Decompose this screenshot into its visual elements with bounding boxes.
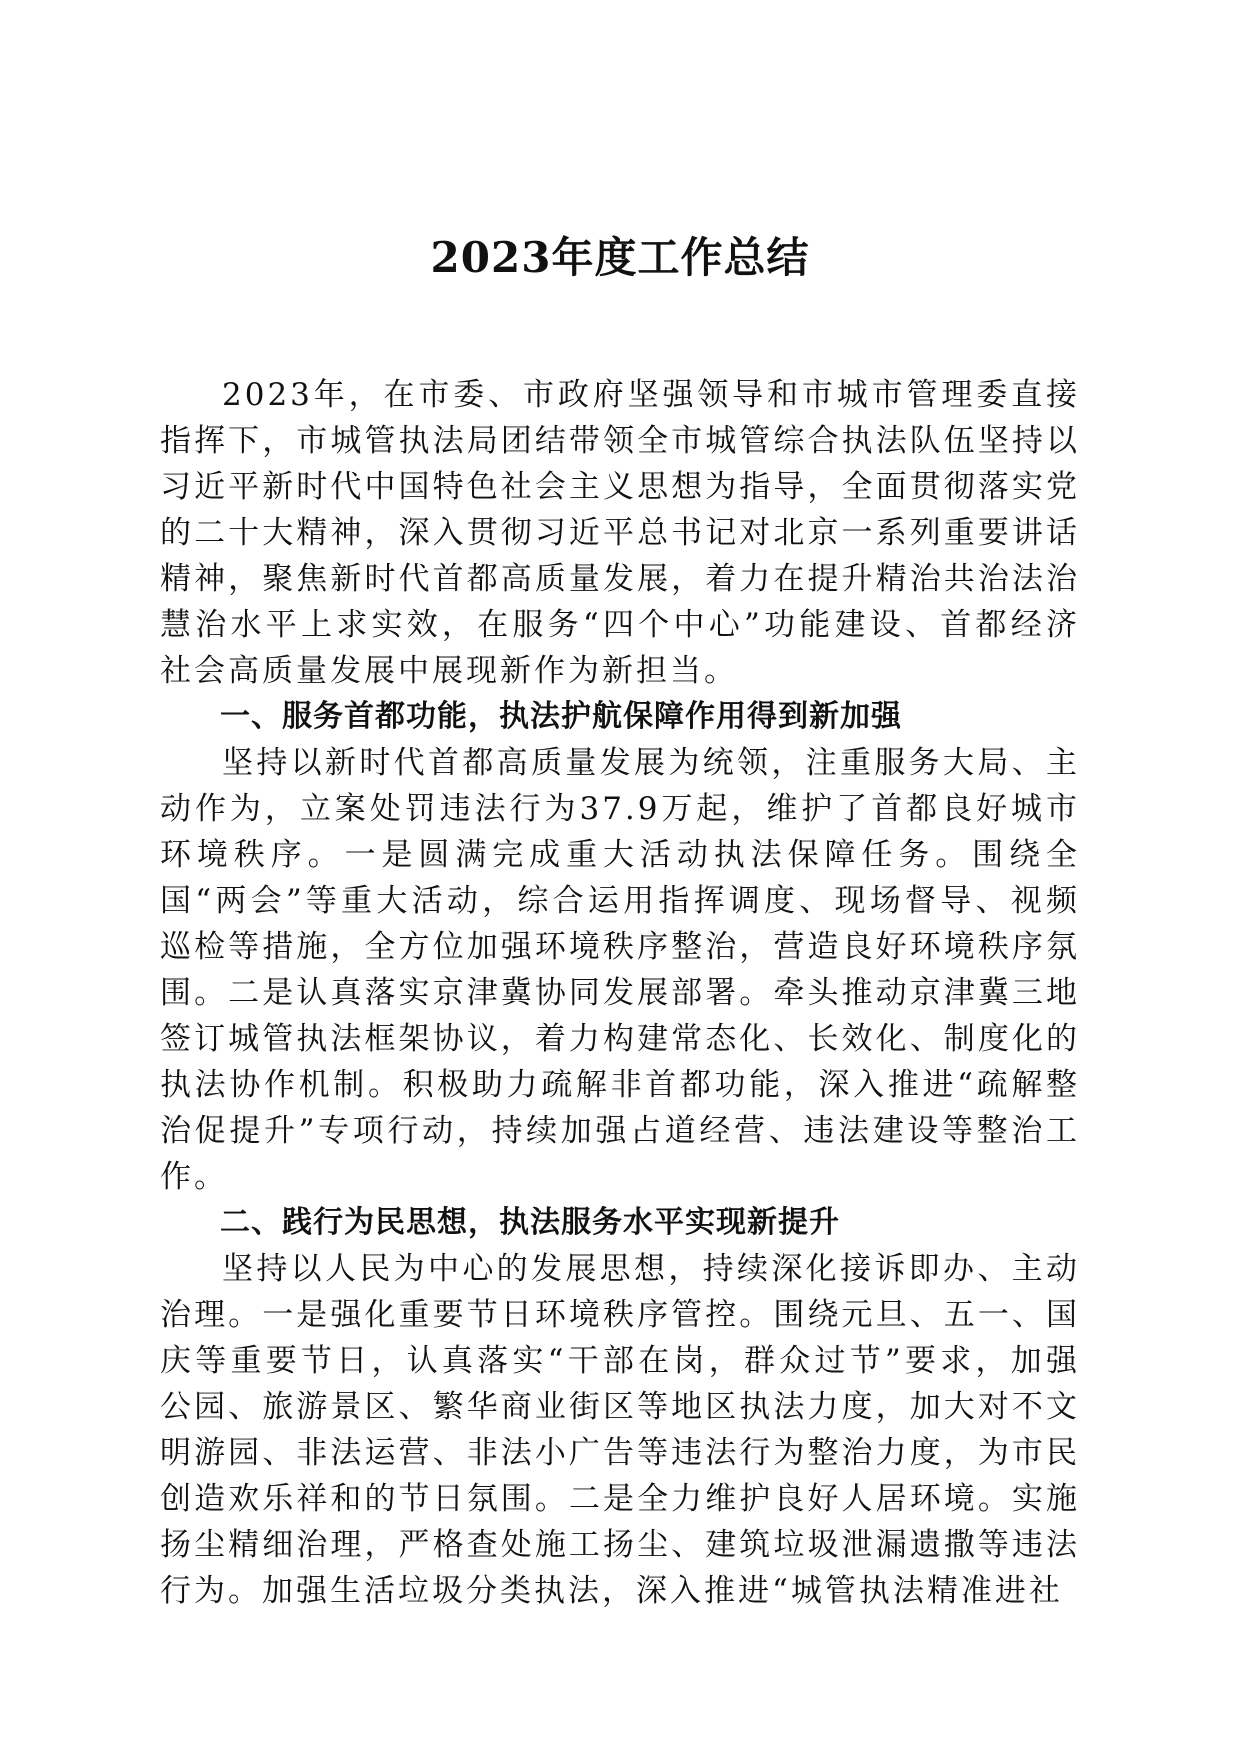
section-heading-1: 一、服务首都功能，执法护航保障作用得到新加强 xyxy=(220,699,902,734)
document-body xyxy=(160,372,1080,1614)
section-paragraph-2: 坚持以人民为中心的发展思想，持续深化接诉即办、主动治理。一是强化重要节日环境秩序管控。围绕元旦、五一、国庆等重要节日，认真落实“干部在岗，群众过节”要求，加强公园、旅游景区、繁华商业街区等地区执法力度，加大对不文明游园、非法运营、非法小广告等违法行为整治力度，为市民创造欢乐祥和的节日氛围。二是全力维护良好人居环境。实施扬尘精细治理，严格查处施工扬尘、建筑垃圾泄漏遗撒等违法行为。加强生活垃圾分类执法，深入推进“城管执法精准进社 xyxy=(160,1251,1080,1609)
section-heading-2: 二、践行为民思想，执法服务水平实现新提升 xyxy=(220,1205,840,1240)
section-paragraph-1: 坚持以新时代首都高质量发展为统领，注重服务大局、主动作为，立案处罚违法行为37.9万起，维护了首都良好城市环境秩序。一是圆满完成重大活动执法保障任务。围绕全国“两会”等重大活动，综合运用指挥调度、现场督导、视频巡检等措施，全方位加强环境秩序整治，营造良好环境秩序氛围。二是认真落实京津冀协同发展部署。牵头推动京津冀三地签订城管执法框架协议，着力构建常态化、长效化、制度化的执法协作机制。积极助力疏解非首都功能，深入推进“疏解整治促提升”专项行动，持续加强占道经营、违法建设等整治工作。 xyxy=(160,745,1080,1195)
intro-paragraph: 2023年，在市委、市政府坚强领导和市城市管理委直接指挥下，市城管执法局团结带领全市城管综合执法队伍坚持以习近平新时代中国特色社会主义思想为指导，全面贯彻落实党的二十大精神，深入贯彻习近平总书记对北京一系列重要讲话精神，聚焦新时代首都高质量发展，着力在提升精治共治法治慧治水平上求实效，在服务“四个中心”功能建设、首都经济社会高质量发展中展现新作为新担当。 xyxy=(160,377,1080,689)
document-title: 2023年度工作总结 xyxy=(430,233,810,282)
